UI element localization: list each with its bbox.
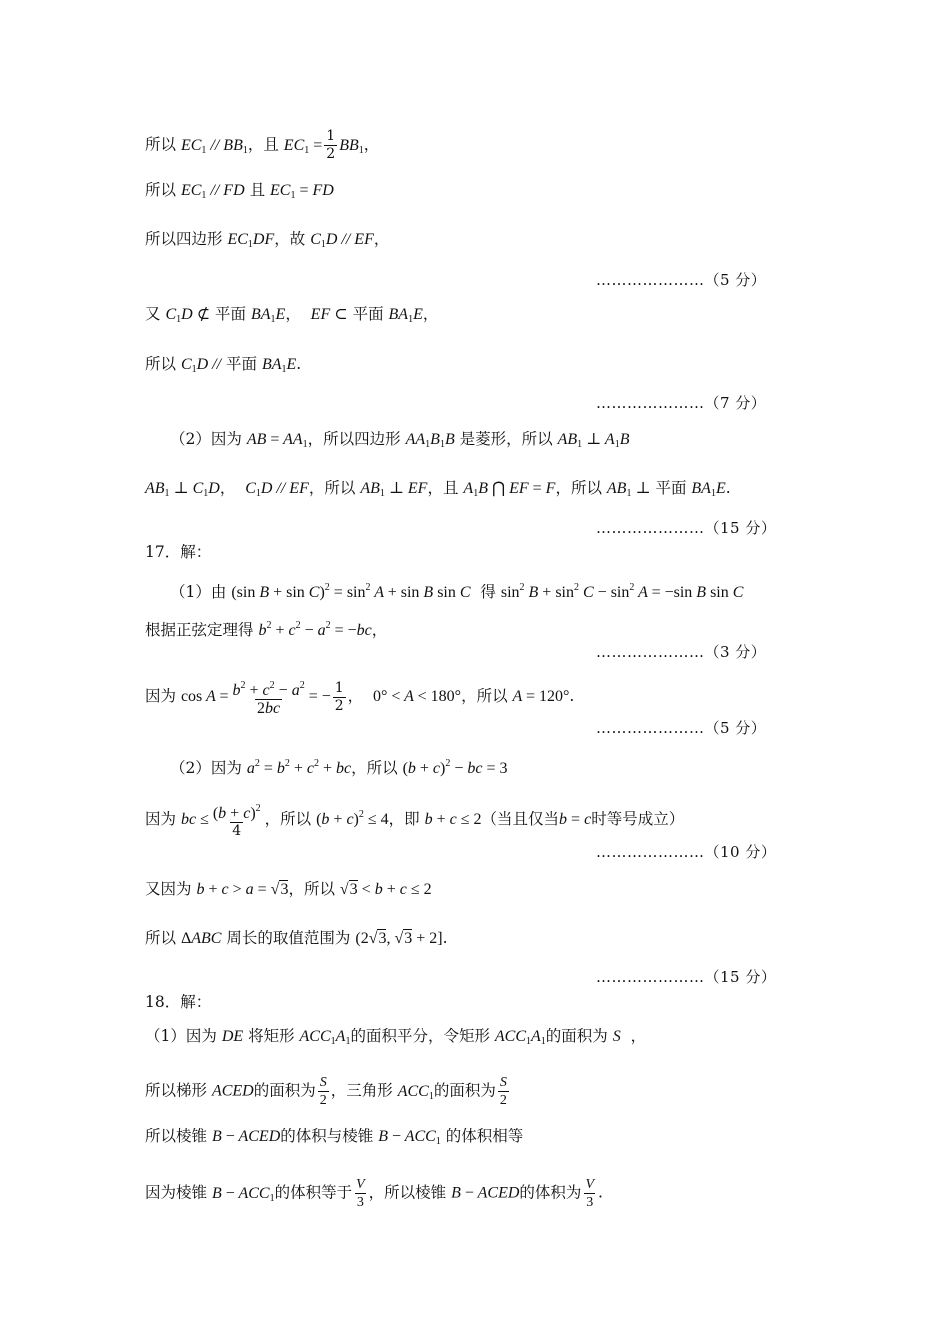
fraction-neg-half: $\frac{1}{2}$ — [334, 679, 344, 714]
score-5: …………………（5 分） — [596, 271, 767, 289]
q17-line-range: 又因为 b + c > a = √3，所以 √3 < b + c ≤ 2 — [145, 880, 432, 898]
proof-line-parallel-plane: 所以 $C_1D$ // 平面 $BA_1E$. — [145, 355, 302, 375]
fraction-s-half: $\frac{S}{2}$ — [319, 1075, 327, 1108]
proof-line-ec1-parallel-fd: 所以 $EC_1$ // FD 且 $EC_1$ = FD — [145, 181, 334, 201]
q17-line-sine-law: 根据正弦定理得 $b^2 + c^2 - a^2 = -bc$， — [145, 620, 388, 639]
fraction-one-half: $\frac{1}{2}$ — [326, 128, 336, 162]
proof-line-not-in-plane: 又 $C_1D$ ⊄ 平面 $BA_1E$， EF ⊂ 平面 $BA_1E$， — [145, 305, 439, 325]
proof-line-perpendicular-plane: $AB_1$ ⊥ $C_1D$， $C_1D$ // EF，所以 $AB_1$ ⊥ EF，且 $A_1B$ ⋂ EF = F，所以 $AB_1$ ⊥ 平面 $BA_1E$. — [145, 479, 731, 499]
q18-line-volume-equal: 所以棱锥 B − ACED的体积与棱锥 $B - ACC_1$ 的体积相等 — [145, 1127, 524, 1147]
score-5b: …………………（5 分） — [596, 719, 767, 737]
proof-line-part2-rhombus: （2）因为 AB = $AA_1$，所以四边形 $AA_1B_1B$ 是菱形，所以 $AB_1$ ⊥ $A_1B$ — [170, 430, 630, 450]
q17-line-part2-a-squared: （2）因为 $a^2 = b^2 + c^2$ + bc，所以 $(b + c)^2$ − bc = 3 — [170, 758, 508, 777]
q18-line-volume-result: 因为棱锥 $B - ACC_1$的体积等于 $\frac{V}{3}$ ，所以棱锥 B − ACED的体积为 $\frac{V}{3}$ . — [145, 1177, 603, 1210]
proof-line-ec1-parallel-bb1: 所以 $EC_1 // BB_1$，且 $EC_1$ = $\frac{1}{2}$ $BB_1$， — [145, 128, 380, 162]
q17-line-inequality: 因为 bc ≤ $\frac{(b + c)^2}{4}$ ，所以 $(b + c)^2 \le 4$，即 b + c ≤ 2（当且仅当b = c时等号成立） — [145, 800, 684, 840]
score-10: …………………（10 分） — [596, 843, 777, 861]
score-15b: …………………（15 分） — [596, 968, 777, 986]
score-15: …………………（15 分） — [596, 519, 777, 537]
q17-line-cos-a: 因为 cos A = $\frac{b^2 + c^2 - a^2}{2bc}$ = − $\frac{1}{2}$ ， 0° < A < 180°，所以 A = 120°. — [145, 677, 574, 717]
score-7: …………………（7 分） — [596, 394, 767, 412]
q17-line-given: （1）由 (sin $B + \sin C)^2 = \sin^2 A + \sin B$ sin C 得 $\sin^2 B + \sin^2 C - \sin^2 A = -\sin$ B sin C — [170, 582, 744, 601]
fraction-bc-bound: $\frac{(b + c)^2}{4}$ — [212, 803, 261, 839]
fraction-s-half-2: $\frac{S}{2}$ — [499, 1075, 507, 1108]
q18-line-area-half: （1）因为 DE 将矩形 $ACC_1A_1$的面积平分，令矩形 $ACC_1A_1$的面积为 S ， — [145, 1027, 647, 1047]
heading-q18: 18．解： — [145, 993, 212, 1011]
heading-q17: 17．解： — [145, 543, 212, 561]
q17-line-perimeter: 所以 ΔABC 周长的取值范围为 (2√3, √3 + 2]. — [145, 929, 448, 947]
proof-line-quadrilateral: 所以四边形 $EC_1DF$，故 $C_1D$ // EF， — [145, 230, 390, 250]
fraction-cos-formula: $\frac{b^2 + c^2 - a^2}{2bc}$ — [232, 680, 305, 717]
fraction-v-third: $\frac{V}{3}$ — [356, 1177, 365, 1210]
q18-line-trapezoid: 所以梯形 ACED的面积为 $\frac{S}{2}$ ，三角形 $ACC_1$的面积为 $\frac{S}{2}$ — [145, 1075, 507, 1108]
fraction-v-third-2: $\frac{V}{3}$ — [585, 1177, 594, 1210]
score-3: …………………（3 分） — [596, 643, 767, 661]
